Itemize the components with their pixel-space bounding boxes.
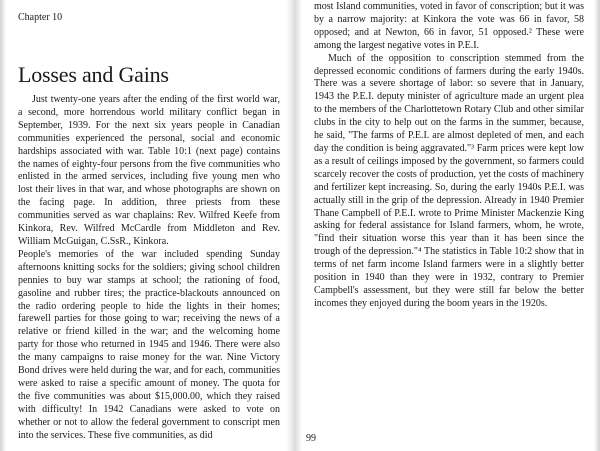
right-page-edge — [594, 0, 600, 451]
paragraph: People's memories of the war included spending Sunday afternoons knitting socks for the soldiers; giving school children pennies to buy war stamps at school; the rationing of food, gasoline and rubber tires; the practice-blackouts announced on the radio ordering people to hide the lights in their homes; farewell parties for those going to war; receiving the news of a relative or friend killed in the war; and the welcoming home party for those who returned in 1945 and 1946. There were also the many campaigns to raise money for the war. Nine Victory Bond drives were held during the war, and for each, communities were asked to raise a specific amount of money. The quota for the five communities was about $15,000.00, which they raised with difficulty! In 1942 Canadians were asked to vote on whether or not to allow the federal government to conscript men into the services. These five communities, as did — [18, 248, 280, 441]
chapter-title: Losses and Gains — [18, 62, 169, 87]
page-number: 99 — [306, 433, 316, 444]
chapter-label: Chapter 10 — [18, 12, 63, 23]
right-column — [314, 1, 584, 311]
book-spine — [286, 0, 302, 451]
paragraph: most Island communities, voted in favor of conscription; but it was by a narrow majority: at Kinkora the vote was 66 in favor, 58 opposed; and at Newton, 66 in favor, 51 opposed.² These were among the largest negative votes in P.E.I. — [314, 1, 584, 51]
paragraph: Just twenty-one years after the ending of the first world war, a second, more horrendous world military conflict began in September, 1939. For the next six years people in Canadian communities experienced the personal, social and economic hardships associated with war. Table 10:1 (next page) contains the names of eighty-four persons from the five communities who enlisted in the armed services, including five young men who lost their lives in that war, and whose photographs are shown on the facing page. In addition, three priests from these communities served as war chaplains: Rev. Wilfred Keefe from Kinkora, Rev. Wilfred McCardle from Middleton and Rev. William McGuigan, C.SsR., Kinkora. — [18, 94, 280, 247]
left-page-edge — [0, 0, 6, 451]
paragraph: Much of the opposition to conscription stemmed from the depressed economic conditions of farmers during the early 1940s. There was a severe shortage of labor: so severe that in January, 1943 the P.E.I. deputy minister of agriculture made an urgent plea to the members of the Charlottetown Rotary Club and other similar clubs in the city to help out on the farms in the summer, because, he said, "The farms of P.E.I. are almost depleted of men, and each day the condition is being aggravated."³ Farm prices were kept low as a result of ceilings imposed by the government, so farmers could scarcely recover the costs of production, yet the costs of machinery and fertilizer kept increasing. So, during the early 1940s P.E.I. was actually still in the grip of the depression. Already in 1940 Premier Thane Campbell of P.E.I. wrote to Prime Minister Mackenzie King asking for federal assistance for Island farmers, whom, he wrote, "find their situation worse this year than it has been since the trough of the depression."⁴ The statistics in Table 10:2 show that in terms of net farm income Island farmers were in a slightly better position in 1940 than they were in 1932, contrary to Premier Campbell's assessment, but they were still far below the better incomes they enjoyed during the boom years in the 1920s. — [314, 52, 584, 309]
left-column — [18, 94, 280, 442]
